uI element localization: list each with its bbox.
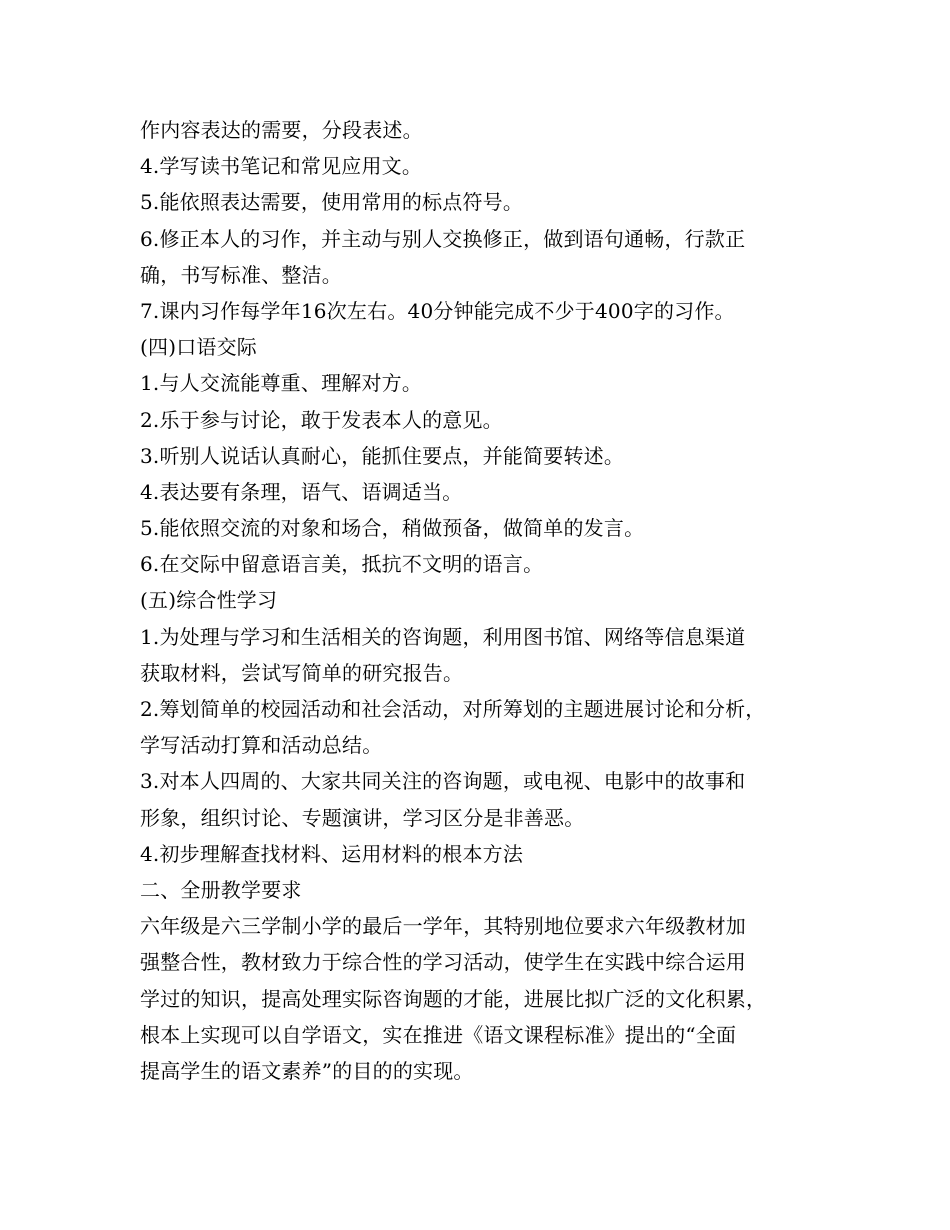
text-line: 形象，组织讨论、专题演讲，学习区分是非善恶。 bbox=[140, 805, 585, 830]
text-line: 5.能依照交流的对象和场合，稍做预备，做简单的发言。 bbox=[140, 516, 645, 541]
text-line: 获取材料，尝试写简单的研究报告。 bbox=[140, 660, 464, 685]
text-line: 4.表达要有条理，语气、语调适当。 bbox=[140, 479, 463, 504]
section-heading: (五)综合性学习 bbox=[140, 588, 278, 613]
text-line: 5.能依照表达需要，使用常用的标点符号。 bbox=[140, 190, 524, 215]
text-line: 4.学写读书笔记和常见应用文。 bbox=[140, 154, 423, 179]
text-line: 1.为处理与学习和生活相关的咨询题，利用图书馆、网络等信息渠道 bbox=[140, 624, 746, 649]
text-line: 6.修正本人的习作，并主动与别人交换修正，做到语句通畅，行款正 bbox=[140, 226, 746, 251]
text-line: 作内容表达的需要，分段表述。 bbox=[140, 118, 423, 142]
text-line: 强整合性，教材致力于综合性的学习活动，使学生在实践中综合运用 bbox=[140, 950, 746, 975]
text-line: 2.乐于参与讨论，敢于发表本人的意见。 bbox=[140, 407, 503, 432]
text-line: 确，书写标准、整洁。 bbox=[140, 262, 342, 287]
text-line: 6.在交际中留意语言美，抵抗不文明的语言。 bbox=[140, 552, 544, 577]
text-line: 提高学生的语文素养”的目的的实现。 bbox=[140, 1058, 474, 1083]
text-line: 2.筹划简单的校园活动和社会活动，对所筹划的主题进展讨论和分析， bbox=[140, 697, 766, 721]
document-body bbox=[140, 112, 830, 1089]
text-line: 4.初步理解查找材料、运用材料的根本方法 bbox=[140, 841, 524, 866]
text-line: 7.课内习作每学年16次左右。40分钟能完成不少于400字的习作。 bbox=[140, 298, 735, 323]
section-heading: 二、全册教学要求 bbox=[140, 877, 302, 902]
text-line: 学写活动打算和活动总结。 bbox=[140, 733, 383, 758]
text-line: 根本上实现可以自学语文，实在推进《语文课程标准》提出的“全面 bbox=[140, 1022, 737, 1047]
text-line: 学过的知识，提高处理实际咨询题的才能，进展比拟广泛的文化积累， bbox=[140, 986, 767, 1011]
section-heading: (四)口语交际 bbox=[140, 335, 258, 360]
text-line: 1.与人交流能尊重、理解对方。 bbox=[140, 371, 423, 396]
text-line: 六年级是六三学制小学的最后一学年，其特别地位要求六年级教材加 bbox=[140, 914, 746, 939]
text-line: 3.对本人四周的、大家共同关注的咨询题，或电视、电影中的故事和 bbox=[140, 769, 746, 794]
text-line: 3.听别人说话认真耐心，能抓住要点，并能简要转述。 bbox=[140, 443, 625, 468]
